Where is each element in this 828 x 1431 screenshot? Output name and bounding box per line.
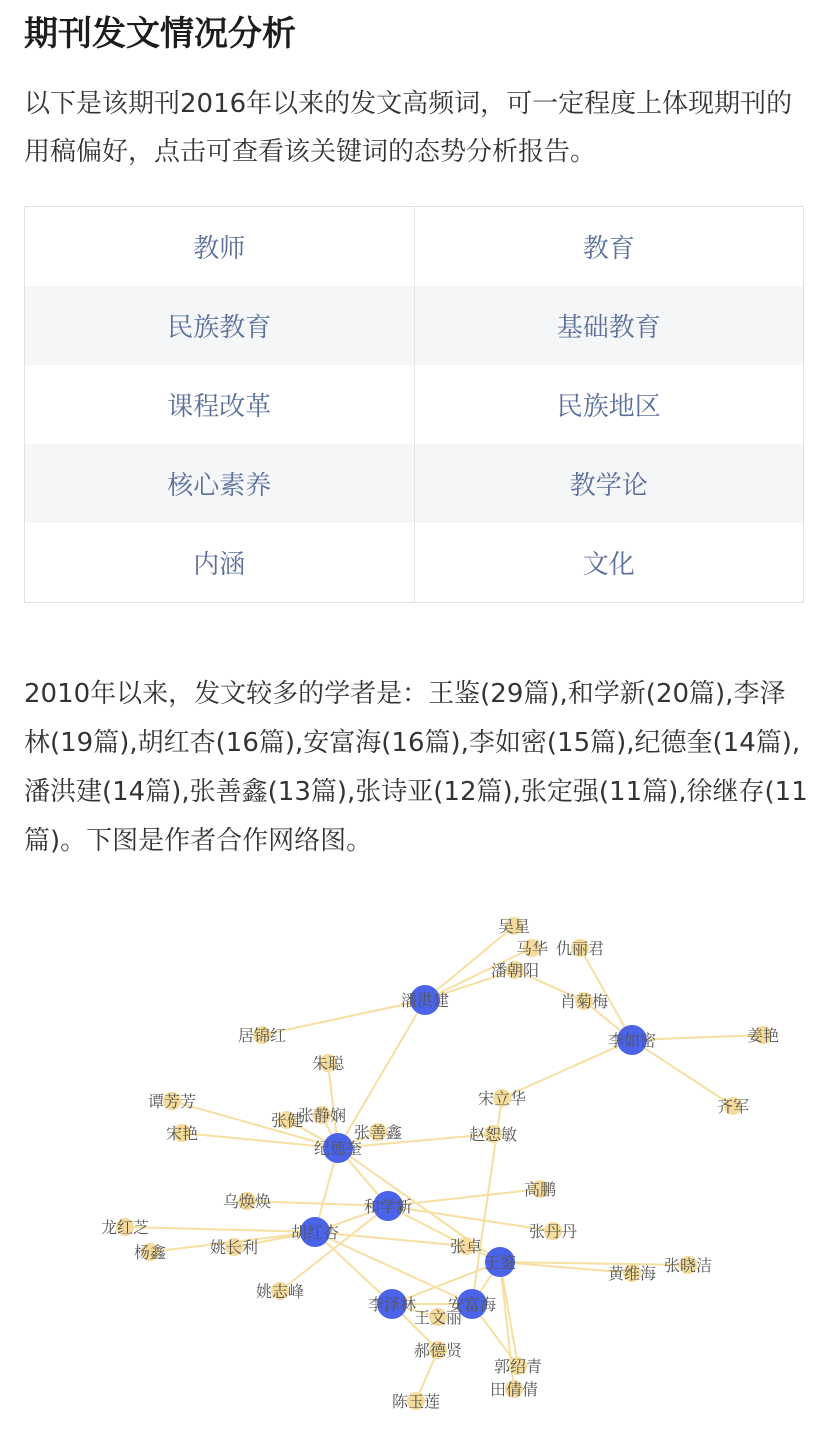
author-node-label: 赵恕敏 bbox=[468, 1125, 518, 1144]
network-labels bbox=[101, 917, 779, 1411]
table-row bbox=[25, 207, 804, 287]
author-node-label: 姜艳 bbox=[746, 1026, 780, 1045]
author-node-label: 吴星 bbox=[497, 917, 531, 936]
author-node-label: 王鉴 bbox=[483, 1253, 517, 1272]
authors-text: 2010年以来，发文较多的学者是：王鉴(29篇),和学新(20篇),李泽林(19篇),胡红杏(16篇),安富海(16篇),李如密(15篇),纪德奎(14篇),潘洪建(14篇),张善鑫(13篇),张诗亚(12篇),张定强(11篇),徐继存(11篇)。下图是作者合作网络图。 bbox=[24, 679, 808, 856]
author-node-label: 龙红芝 bbox=[100, 1218, 150, 1237]
author-node-label: 郭绍青 bbox=[493, 1357, 543, 1376]
coauthor-network-graph bbox=[0, 880, 828, 1431]
author-node-label: 乌焕焕 bbox=[222, 1192, 272, 1211]
keyword-link[interactable]: 民族地区 bbox=[414, 365, 804, 444]
keyword-link[interactable]: 民族教育 bbox=[25, 286, 415, 365]
author-node-label: 高鹏 bbox=[523, 1180, 557, 1199]
author-node-label: 宋立华 bbox=[477, 1089, 527, 1108]
author-node-label: 张静娴 bbox=[297, 1106, 347, 1125]
keyword-link[interactable]: 基础教育 bbox=[414, 286, 804, 365]
author-node-label: 姚长利 bbox=[209, 1238, 259, 1257]
author-node-label: 黄维海 bbox=[607, 1264, 657, 1283]
network-edge bbox=[315, 1232, 392, 1304]
author-node-label: 王文丽 bbox=[413, 1308, 463, 1327]
author-node-label: 郝德贤 bbox=[413, 1341, 463, 1360]
keyword-link[interactable]: 教师 bbox=[193, 234, 246, 264]
network-edge bbox=[125, 1227, 315, 1232]
table-row bbox=[25, 286, 804, 365]
author-node-label: 姚志峰 bbox=[255, 1282, 305, 1301]
keyword-link[interactable]: 文化 bbox=[414, 523, 804, 603]
keyword-link[interactable]: 内涵 bbox=[193, 550, 246, 580]
author-node-label: 齐军 bbox=[716, 1097, 750, 1116]
author-node-label: 田倩倩 bbox=[489, 1380, 539, 1399]
author-node-label: 杨鑫 bbox=[133, 1243, 167, 1262]
keyword-link[interactable]: 教育 bbox=[414, 207, 804, 287]
author-node-label: 陈玉莲 bbox=[391, 1392, 441, 1411]
keyword-link[interactable]: 教学论 bbox=[414, 444, 804, 523]
author-node-label: 李如密 bbox=[607, 1031, 657, 1050]
author-node-label: 马华 bbox=[515, 939, 549, 958]
author-node-label: 张健 bbox=[270, 1111, 304, 1130]
author-node-label: 纪德奎 bbox=[313, 1139, 363, 1158]
author-node-label: 张卓 bbox=[449, 1237, 483, 1256]
table-row bbox=[25, 444, 804, 523]
keyword-link[interactable]: 核心素养 bbox=[25, 444, 415, 523]
author-node-label: 居锦红 bbox=[237, 1026, 287, 1045]
author-node-label: 胡红杏 bbox=[290, 1223, 340, 1242]
keyword-table bbox=[24, 206, 804, 603]
author-node-label: 潘洪建 bbox=[400, 991, 450, 1010]
intro-text: 以下是该期刊2016年以来的发文高频词，可一定程度上体现期刊的用稿偏好，点击可查看该关键词的态势分析报告。 bbox=[24, 89, 793, 167]
table-row bbox=[25, 523, 804, 603]
table-row bbox=[25, 365, 804, 444]
author-node-label: 张晓洁 bbox=[663, 1256, 713, 1275]
author-node-label: 宋艳 bbox=[165, 1124, 199, 1143]
author-node-label: 张善鑫 bbox=[353, 1123, 403, 1142]
author-node-label: 仇丽君 bbox=[555, 939, 605, 958]
keyword-link[interactable]: 课程改革 bbox=[167, 392, 272, 422]
author-node-label: 潘朝阳 bbox=[490, 961, 540, 980]
author-node-label: 谭芳芳 bbox=[147, 1092, 197, 1111]
author-node-label: 朱聪 bbox=[311, 1054, 345, 1073]
author-node-label: 张丹丹 bbox=[528, 1222, 578, 1241]
author-node-label: 安富海 bbox=[447, 1295, 497, 1314]
page-title: 期刊发文情况分析 bbox=[24, 14, 296, 54]
author-node-label: 和学新 bbox=[363, 1197, 413, 1216]
author-node-label: 李泽林 bbox=[367, 1295, 417, 1314]
author-node-label: 肖菊梅 bbox=[559, 992, 609, 1011]
